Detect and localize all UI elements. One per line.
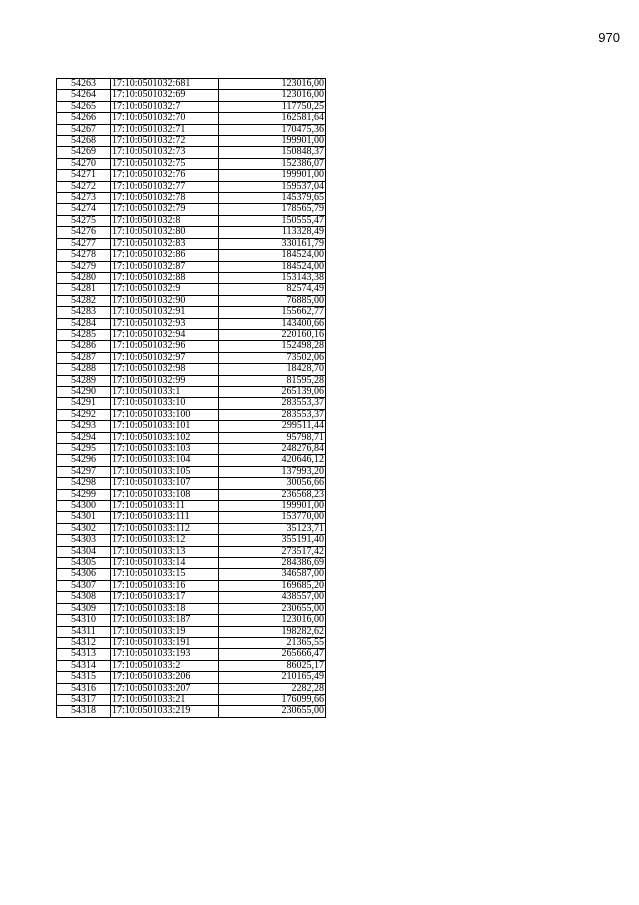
row-number: 54311 — [57, 626, 111, 637]
cadastral-number: 17:10:0501032:93 — [111, 318, 219, 329]
cadastral-number: 17:10:0501032:8 — [111, 215, 219, 226]
row-number: 54277 — [57, 238, 111, 249]
cadastral-number: 17:10:0501033:2 — [111, 660, 219, 671]
table-row — [57, 592, 326, 603]
cadastral-number: 17:10:0501032:78 — [111, 193, 219, 204]
cadastral-value: 35123,71 — [219, 523, 326, 534]
cadastral-value: 265666,47 — [219, 649, 326, 660]
cadastral-value: 113328,49 — [219, 227, 326, 238]
row-number: 54282 — [57, 295, 111, 306]
row-number: 54265 — [57, 101, 111, 112]
table-row — [57, 193, 326, 204]
cadastral-value: 143400,66 — [219, 318, 326, 329]
cadastral-value: 81595,28 — [219, 375, 326, 386]
table-row — [57, 375, 326, 386]
table-row — [57, 466, 326, 477]
row-number: 54267 — [57, 124, 111, 135]
cadastral-value: 152386,07 — [219, 158, 326, 169]
table-row — [57, 535, 326, 546]
table-row — [57, 455, 326, 466]
table-row — [57, 694, 326, 705]
cadastral-number: 17:10:0501033:104 — [111, 455, 219, 466]
cadastral-number: 17:10:0501032:88 — [111, 272, 219, 283]
cadastral-number: 17:10:0501033:21 — [111, 694, 219, 705]
row-number: 54273 — [57, 193, 111, 204]
cadastral-value: 230655,00 — [219, 706, 326, 717]
table-row — [57, 546, 326, 557]
table-row — [57, 215, 326, 226]
row-number: 54270 — [57, 158, 111, 169]
table-row — [57, 90, 326, 101]
row-number: 54276 — [57, 227, 111, 238]
table-row — [57, 79, 326, 90]
cadastral-number: 17:10:0501032:96 — [111, 341, 219, 352]
cadastral-number: 17:10:0501033:102 — [111, 432, 219, 443]
row-number: 54293 — [57, 421, 111, 432]
table-row — [57, 113, 326, 124]
cadastral-value: 199901,00 — [219, 501, 326, 512]
cadastral-value: 21365,55 — [219, 637, 326, 648]
cadastral-number: 17:10:0501032:71 — [111, 124, 219, 135]
cadastral-number: 17:10:0501033:108 — [111, 489, 219, 500]
row-number: 54294 — [57, 432, 111, 443]
table-row — [57, 364, 326, 375]
cadastral-number: 17:10:0501033:13 — [111, 546, 219, 557]
row-number: 54316 — [57, 683, 111, 694]
row-number: 54305 — [57, 558, 111, 569]
table-row — [57, 181, 326, 192]
cadastral-number: 17:10:0501033:17 — [111, 592, 219, 603]
table-row — [57, 444, 326, 455]
table-row — [57, 569, 326, 580]
table-row — [57, 672, 326, 683]
cadastral-number: 17:10:0501032:86 — [111, 250, 219, 261]
cadastral-value: 153143,38 — [219, 272, 326, 283]
row-number: 54318 — [57, 706, 111, 717]
cadastral-number: 17:10:0501033:219 — [111, 706, 219, 717]
cadastral-value: 159537,04 — [219, 181, 326, 192]
row-number: 54287 — [57, 352, 111, 363]
cadastral-value: 86025,17 — [219, 660, 326, 671]
cadastral-number: 17:10:0501033:10 — [111, 398, 219, 409]
cadastral-number: 17:10:0501033:15 — [111, 569, 219, 580]
cadastral-value: 210165,49 — [219, 672, 326, 683]
cadastral-value: 152498,28 — [219, 341, 326, 352]
table-row — [57, 626, 326, 637]
cadastral-value: 123016,00 — [219, 90, 326, 101]
cadastral-number: 17:10:0501032:69 — [111, 90, 219, 101]
cadastral-number: 17:10:0501032:87 — [111, 261, 219, 272]
cadastral-value: 155662,77 — [219, 307, 326, 318]
cadastral-value: 236568,23 — [219, 489, 326, 500]
cadastral-value: 82574,49 — [219, 284, 326, 295]
cadastral-number: 17:10:0501033:112 — [111, 523, 219, 534]
table-row — [57, 238, 326, 249]
cadastral-number: 17:10:0501032:83 — [111, 238, 219, 249]
table-row — [57, 136, 326, 147]
cadastral-value: 284386,69 — [219, 558, 326, 569]
cadastral-value: 420646,12 — [219, 455, 326, 466]
cadastral-number: 17:10:0501033:105 — [111, 466, 219, 477]
cadastral-number: 17:10:0501033:11 — [111, 501, 219, 512]
row-number: 54292 — [57, 409, 111, 420]
cadastral-value: 230655,00 — [219, 603, 326, 614]
table-row — [57, 101, 326, 112]
cadastral-value: 150848,37 — [219, 147, 326, 158]
table-row — [57, 398, 326, 409]
cadastral-value: 18428,70 — [219, 364, 326, 375]
table-row — [57, 124, 326, 135]
cadastral-value: 178565,79 — [219, 204, 326, 215]
row-number: 54290 — [57, 386, 111, 397]
table-row — [57, 307, 326, 318]
cadastral-number: 17:10:0501033:187 — [111, 615, 219, 626]
row-number: 54286 — [57, 341, 111, 352]
row-number: 54299 — [57, 489, 111, 500]
cadastral-value: 220160,16 — [219, 329, 326, 340]
row-number: 54313 — [57, 649, 111, 660]
row-number: 54274 — [57, 204, 111, 215]
cadastral-number: 17:10:0501033:14 — [111, 558, 219, 569]
table-row — [57, 421, 326, 432]
cadastral-number: 17:10:0501033:12 — [111, 535, 219, 546]
table-row — [57, 329, 326, 340]
cadastral-value: 2282,28 — [219, 683, 326, 694]
row-number: 54279 — [57, 261, 111, 272]
cadastral-value: 162581,64 — [219, 113, 326, 124]
cadastral-value: 123016,00 — [219, 615, 326, 626]
cadastral-value: 438557,00 — [219, 592, 326, 603]
cadastral-number: 17:10:0501032:91 — [111, 307, 219, 318]
cadastral-number: 17:10:0501033:111 — [111, 512, 219, 523]
cadastral-number: 17:10:0501033:19 — [111, 626, 219, 637]
row-number: 54271 — [57, 170, 111, 181]
table-row — [57, 603, 326, 614]
table-row — [57, 683, 326, 694]
page-number: 970 — [598, 30, 620, 45]
cadastral-number: 17:10:0501033:1 — [111, 386, 219, 397]
cadastral-number: 17:10:0501032:94 — [111, 329, 219, 340]
cadastral-value: 265139,06 — [219, 386, 326, 397]
cadastral-number: 17:10:0501032:79 — [111, 204, 219, 215]
row-number: 54275 — [57, 215, 111, 226]
row-number: 54284 — [57, 318, 111, 329]
table-row — [57, 341, 326, 352]
row-number: 54289 — [57, 375, 111, 386]
cadastral-number: 17:10:0501032:73 — [111, 147, 219, 158]
row-number: 54283 — [57, 307, 111, 318]
table-row — [57, 250, 326, 261]
cadastral-number: 17:10:0501033:18 — [111, 603, 219, 614]
row-number: 54280 — [57, 272, 111, 283]
cadastral-number: 17:10:0501032:72 — [111, 136, 219, 147]
row-number: 54310 — [57, 615, 111, 626]
row-number: 54269 — [57, 147, 111, 158]
row-number: 54281 — [57, 284, 111, 295]
cadastral-value: 137993,20 — [219, 466, 326, 477]
cadastral-value: 199901,00 — [219, 136, 326, 147]
table-row — [57, 386, 326, 397]
cadastral-value: 346587,00 — [219, 569, 326, 580]
cadastral-value: 123016,00 — [219, 79, 326, 90]
cadastral-number: 17:10:0501032:98 — [111, 364, 219, 375]
table-body — [57, 79, 326, 718]
table-row — [57, 158, 326, 169]
cadastral-value: 170475,36 — [219, 124, 326, 135]
table-row — [57, 523, 326, 534]
cadastral-value: 184524,00 — [219, 250, 326, 261]
cadastral-number: 17:10:0501032:77 — [111, 181, 219, 192]
row-number: 54264 — [57, 90, 111, 101]
cadastral-number: 17:10:0501032:70 — [111, 113, 219, 124]
cadastral-number: 17:10:0501033:103 — [111, 444, 219, 455]
cadastral-number: 17:10:0501033:206 — [111, 672, 219, 683]
table-row — [57, 706, 326, 717]
cadastral-number: 17:10:0501033:193 — [111, 649, 219, 660]
cadastral-value: 150555,47 — [219, 215, 326, 226]
cadastral-number: 17:10:0501032:90 — [111, 295, 219, 306]
cadastral-number: 17:10:0501032:76 — [111, 170, 219, 181]
table-row — [57, 558, 326, 569]
table-row — [57, 501, 326, 512]
cadastral-number: 17:10:0501033:191 — [111, 637, 219, 648]
table-row — [57, 580, 326, 591]
table-row — [57, 409, 326, 420]
table-row — [57, 147, 326, 158]
cadastral-number: 17:10:0501032:681 — [111, 79, 219, 90]
cadastral-value: 199901,00 — [219, 170, 326, 181]
cadastral-value: 30056,66 — [219, 478, 326, 489]
row-number: 54285 — [57, 329, 111, 340]
cadastral-number: 17:10:0501033:16 — [111, 580, 219, 591]
cadastral-number: 17:10:0501033:101 — [111, 421, 219, 432]
cadastral-value: 145379,65 — [219, 193, 326, 204]
row-number: 54312 — [57, 637, 111, 648]
row-number: 54295 — [57, 444, 111, 455]
table-row — [57, 284, 326, 295]
row-number: 54307 — [57, 580, 111, 591]
table-row — [57, 615, 326, 626]
cadastral-number: 17:10:0501032:9 — [111, 284, 219, 295]
row-number: 54266 — [57, 113, 111, 124]
row-number: 54300 — [57, 501, 111, 512]
table-row — [57, 660, 326, 671]
cadastral-value: 283553,37 — [219, 409, 326, 420]
cadastral-value: 76885,00 — [219, 295, 326, 306]
row-number: 54309 — [57, 603, 111, 614]
cadastral-value: 299511,44 — [219, 421, 326, 432]
table-row — [57, 478, 326, 489]
table-row — [57, 295, 326, 306]
row-number: 54263 — [57, 79, 111, 90]
cadastral-number: 17:10:0501033:207 — [111, 683, 219, 694]
table-row — [57, 637, 326, 648]
row-number: 54291 — [57, 398, 111, 409]
cadastral-value: 273517,42 — [219, 546, 326, 557]
table-row — [57, 261, 326, 272]
table-row — [57, 204, 326, 215]
row-number: 54297 — [57, 466, 111, 477]
cadastral-value: 95798,71 — [219, 432, 326, 443]
cadastral-value: 198282,62 — [219, 626, 326, 637]
cadastral-number: 17:10:0501033:100 — [111, 409, 219, 420]
cadastral-number: 17:10:0501032:7 — [111, 101, 219, 112]
cadastral-number: 17:10:0501032:75 — [111, 158, 219, 169]
table-row — [57, 170, 326, 181]
cadastral-value: 169685,20 — [219, 580, 326, 591]
cadastral-number: 17:10:0501032:80 — [111, 227, 219, 238]
table-row — [57, 649, 326, 660]
cadastral-value: 117750,25 — [219, 101, 326, 112]
cadastral-value: 73502,06 — [219, 352, 326, 363]
row-number: 54302 — [57, 523, 111, 534]
row-number: 54314 — [57, 660, 111, 671]
row-number: 54308 — [57, 592, 111, 603]
cadastral-value: 153770,00 — [219, 512, 326, 523]
cadastral-value: 355191,40 — [219, 535, 326, 546]
table-row — [57, 432, 326, 443]
row-number: 54317 — [57, 694, 111, 705]
table-row — [57, 489, 326, 500]
cadastral-value: 283553,37 — [219, 398, 326, 409]
row-number: 54306 — [57, 569, 111, 580]
table-row — [57, 512, 326, 523]
cadastral-number: 17:10:0501032:99 — [111, 375, 219, 386]
row-number: 54301 — [57, 512, 111, 523]
row-number: 54272 — [57, 181, 111, 192]
cadastral-value: 248276,84 — [219, 444, 326, 455]
cadastral-value: 176099,66 — [219, 694, 326, 705]
cadastral-number: 17:10:0501033:107 — [111, 478, 219, 489]
row-number: 54278 — [57, 250, 111, 261]
cadastral-number: 17:10:0501032:97 — [111, 352, 219, 363]
row-number: 54296 — [57, 455, 111, 466]
table-row — [57, 318, 326, 329]
cadastral-value: 330161,79 — [219, 238, 326, 249]
cadastral-value: 184524,00 — [219, 261, 326, 272]
table-row — [57, 227, 326, 238]
table-row — [57, 352, 326, 363]
cadastral-value-table — [56, 78, 326, 718]
row-number: 54315 — [57, 672, 111, 683]
row-number: 54268 — [57, 136, 111, 147]
table-row — [57, 272, 326, 283]
row-number: 54288 — [57, 364, 111, 375]
row-number: 54304 — [57, 546, 111, 557]
row-number: 54303 — [57, 535, 111, 546]
row-number: 54298 — [57, 478, 111, 489]
